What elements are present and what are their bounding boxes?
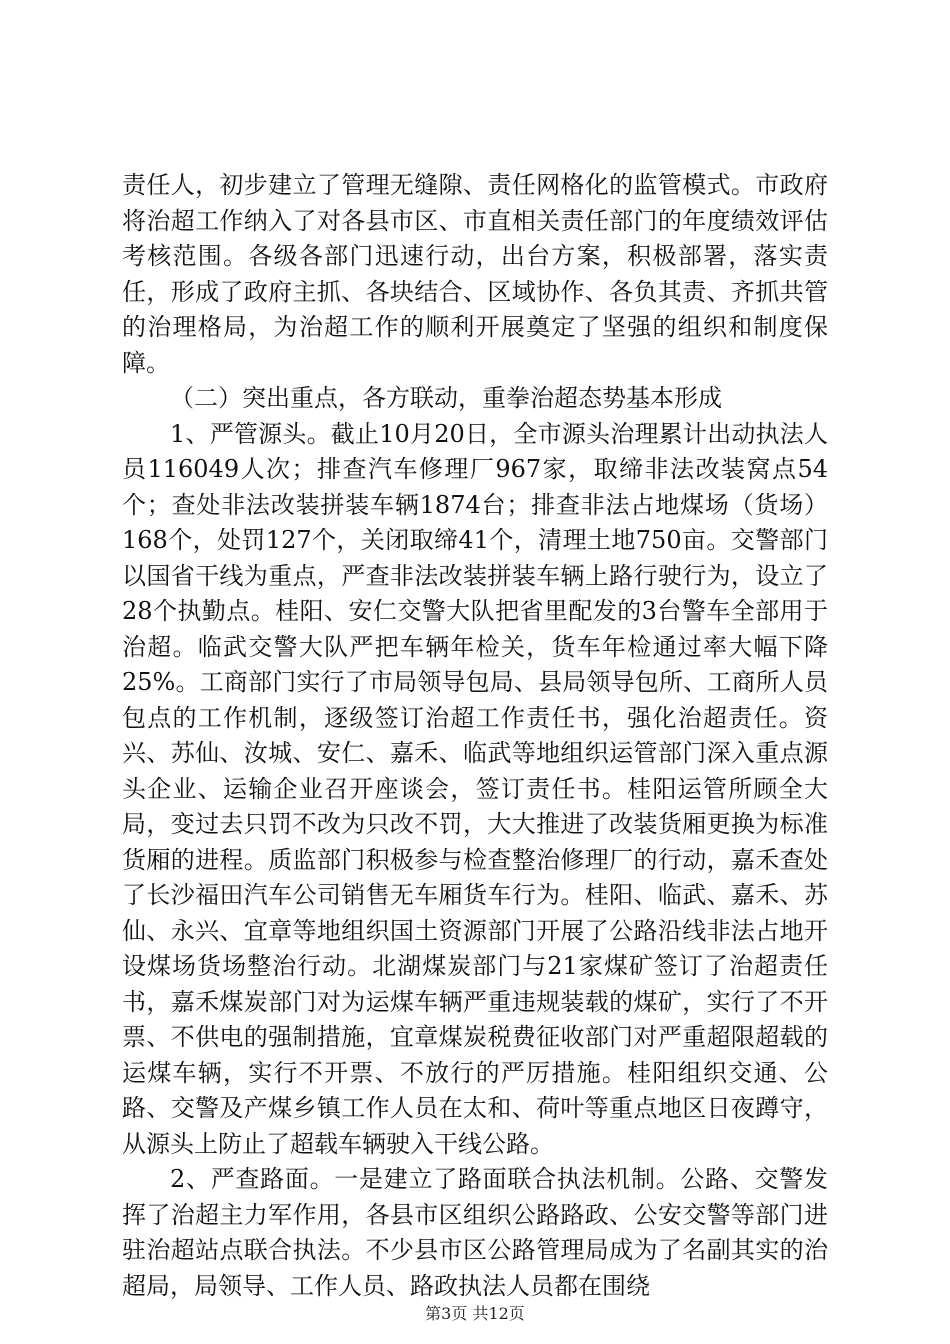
section-heading: （二）突出重点，各方联动，重拳治超态势基本形成 [170,384,722,412]
paragraph-road-inspection: 2、严查路面。一是建立了路面联合执法机制。公路、交警发挥了治超主力军作用，各县市区组织公路路政、公安交警等部门进驻治超站点联合执法。不少县市区公路管理局成为了名副其实的治超局，局领导、工作人员、路政执法人员都在围绕 [122,1165,828,1300]
paragraph-source-control: 1、严管源头。截止10月20日，全市源头治理累计出动执法人员116049人次；排查汽车修理厂967家，取缔非法改装窝点54个；查处非法改装拼装车辆1874台；排查非法占地煤场（货场）168个，处罚127个，关闭取缔41个，清理土地750亩。交警部门以国省干线为重点，严查非法改装拼装车辆上路行驶行为，设立了28个执勤点。桂阳、安仁交警大队把省里配发的3台警车全部用于治超。临武交警大队严把车辆年检关，货车年检通过率大幅下降25%。工商部门实行了市局领导包局、县局领导包所、工商所人员包点的工作机制，逐级签订治超工作责任书，强化治超责任。资兴、苏仙、汝城、安仁、嘉禾、临武等地组织运管部门深入重点源头企业、运输企业召开座谈会，签订责任书。桂阳运管所顾全大局，变过去只罚不改为只改不罚，大大推进了改装货厢更换为标准货厢的进程。质监部门积极参与检查整治修理厂的行动，嘉禾查处了长沙福田汽车公司销售无车厢货车行为。桂阳、临武、嘉禾、苏仙、永兴、宜章等地组织国土资源部门开展了公路沿线非法占地开设煤场货场整治行动。北湖煤炭部门与21家煤矿签订了治超责任书，嘉禾煤炭部门对为运煤车辆严重违规装载的煤矿，实行了不开票、不供电的强制措施，宜章煤炭税费征收部门对严重超限超载的运煤车辆，实行不开票、不放行的严厉措施。桂阳组织交通、公路、交警及产煤乡镇工作人员在太和、荷叶等重点地区日夜蹲守，从源头上防止了超载车辆驶入干线公路。 [122,419,828,1158]
document-body [122,168,828,1304]
page-number-footer: 第3页 共12页 [425,1304,525,1323]
paragraph-continuation: 责任人，初步建立了管理无缝隙、责任网格化的监管模式。市政府将治超工作纳入了对各县市区、市直相关责任部门的年度绩效评估考核范围。各级各部门迅速行动，出台方案，积极部署，落实责任，形成了政府主抓、各块结合、区域协作、各负其责、齐抓共管的治理格局，为治超工作的顺利开展奠定了坚强的组织和制度保障。 [122,171,828,377]
